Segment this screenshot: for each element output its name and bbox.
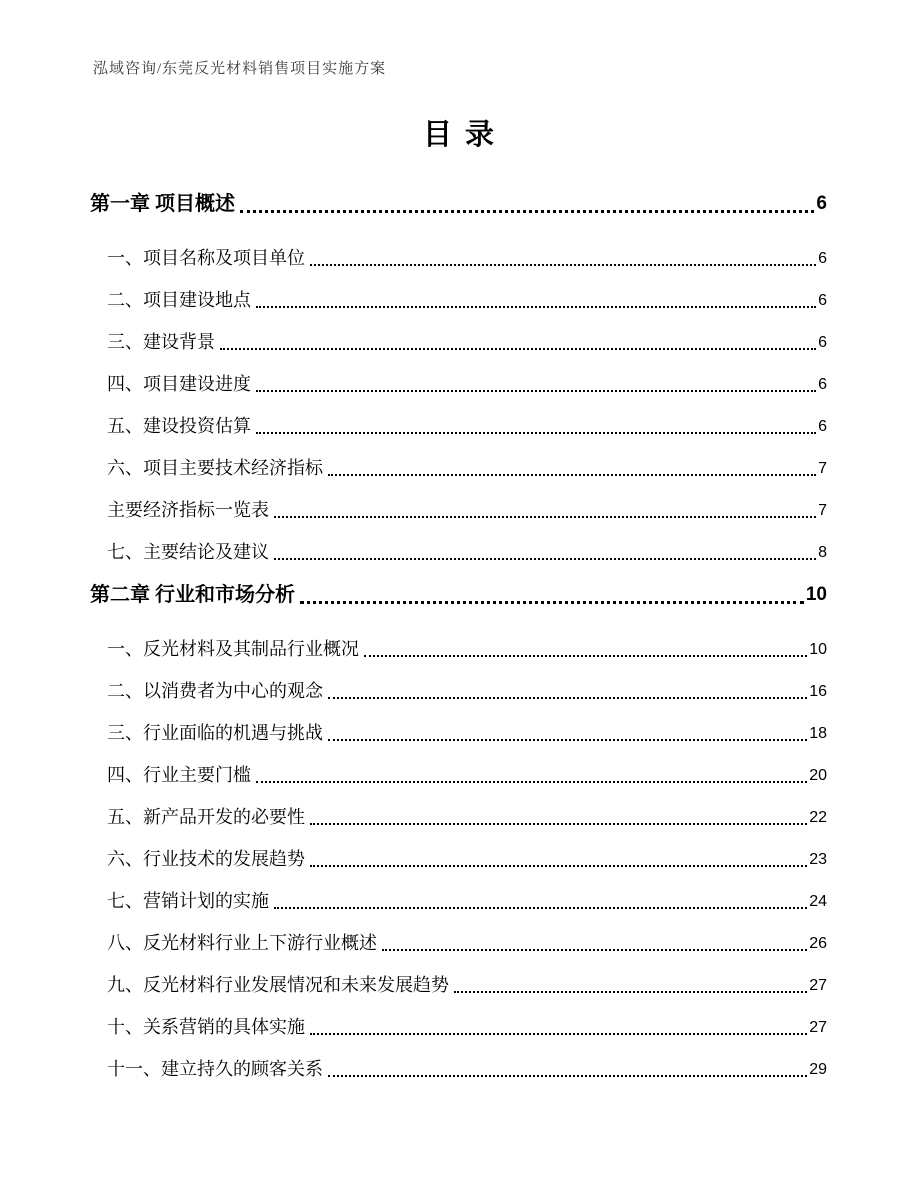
dot-leader: [328, 1075, 807, 1077]
toc-page-number: 27: [809, 1019, 827, 1036]
toc-item-label: 四、行业主要门槛: [107, 765, 251, 785]
toc-chapter-row[interactable]: [90, 190, 827, 218]
toc-item-row[interactable]: [107, 889, 827, 914]
toc-item-row[interactable]: [107, 414, 827, 439]
toc-item-row[interactable]: [107, 931, 827, 956]
toc-item-label: 九、反光材料行业发展情况和未来发展趋势: [107, 975, 449, 995]
toc-item-row[interactable]: [107, 540, 827, 565]
toc-item-label: 四、项目建设进度: [107, 374, 251, 394]
toc-page-number: 18: [809, 725, 827, 742]
toc-page-number: 7: [818, 502, 827, 519]
toc-page-number: 16: [809, 683, 827, 700]
toc-page-number: 10: [805, 584, 827, 605]
toc-item-label: 一、项目名称及项目单位: [107, 248, 305, 268]
toc-item-row[interactable]: [107, 372, 827, 397]
toc-page-number: 6: [818, 418, 827, 435]
toc-page-number: 22: [809, 809, 827, 826]
toc-item-row[interactable]: [107, 637, 827, 662]
toc-item-label: 七、主要结论及建议: [107, 542, 269, 562]
document-header: 泓域咨询/东莞反光材料销售项目实施方案: [93, 61, 387, 77]
toc-item-label: 五、建设投资估算: [107, 416, 251, 436]
toc-item-row[interactable]: [107, 498, 827, 523]
toc-item-label: 六、行业技术的发展趋势: [107, 849, 305, 869]
toc-page-number: 6: [818, 292, 827, 309]
toc-content: [90, 0, 827, 1082]
dot-leader: [300, 601, 804, 604]
dot-leader: [310, 264, 816, 266]
dot-leader: [256, 390, 816, 392]
toc-item-label: 七、营销计划的实施: [107, 891, 269, 911]
dot-leader: [256, 306, 816, 308]
dot-leader: [454, 991, 807, 993]
toc-page-number: 26: [809, 935, 827, 952]
toc-item-row[interactable]: [107, 721, 827, 746]
dot-leader: [328, 697, 807, 699]
toc-item-row[interactable]: [107, 1057, 827, 1082]
toc-page-number: 8: [818, 544, 827, 561]
toc-item-row[interactable]: [107, 847, 827, 872]
dot-leader: [328, 739, 807, 741]
toc-item-label: 八、反光材料行业上下游行业概述: [107, 933, 377, 953]
dot-leader: [274, 558, 816, 560]
toc-item-row[interactable]: [107, 805, 827, 830]
toc-page-number: 6: [818, 334, 827, 351]
dot-leader: [240, 210, 814, 213]
toc-page-number: 23: [809, 851, 827, 868]
toc-item-label: 十一、建立持久的顾客关系: [107, 1059, 323, 1079]
toc-item-label: 一、反光材料及其制品行业概况: [107, 639, 359, 659]
toc-item-label: 三、建设背景: [107, 332, 215, 352]
toc-item-label: 二、项目建设地点: [107, 290, 251, 310]
toc-chapter-label: 第一章 项目概述: [90, 193, 235, 215]
toc-item-row[interactable]: [107, 1015, 827, 1040]
toc-page-number: 10: [809, 641, 827, 658]
toc-item-label: 六、项目主要技术经济指标: [107, 458, 323, 478]
dot-leader: [382, 949, 807, 951]
toc-item-row[interactable]: [107, 456, 827, 481]
toc-page-number: 27: [809, 977, 827, 994]
toc-page-number: 7: [818, 460, 827, 477]
toc-item-label: 五、新产品开发的必要性: [107, 807, 305, 827]
toc-page-number: 29: [809, 1061, 827, 1078]
dot-leader: [364, 655, 807, 657]
toc-item-row[interactable]: [107, 763, 827, 788]
toc-item-row[interactable]: [107, 246, 827, 271]
toc-item-row[interactable]: [107, 330, 827, 355]
toc-chapter-row[interactable]: [90, 581, 827, 609]
toc-page-number: 6: [818, 376, 827, 393]
toc-item-label: 主要经济指标一览表: [107, 500, 269, 520]
toc-item-row[interactable]: [107, 288, 827, 313]
toc-page-number: 20: [809, 767, 827, 784]
page-title: 目录: [422, 119, 507, 151]
toc-chapter-label: 第二章 行业和市场分析: [90, 584, 295, 606]
dot-leader: [310, 823, 807, 825]
dot-leader: [256, 781, 807, 783]
dot-leader: [274, 516, 816, 518]
dot-leader: [256, 432, 816, 434]
toc-item-row[interactable]: [107, 973, 827, 998]
dot-leader: [274, 907, 807, 909]
toc-page-number: 6: [818, 250, 827, 267]
dot-leader: [310, 865, 807, 867]
toc-item-label: 三、行业面临的机遇与挑战: [107, 723, 323, 743]
dot-leader: [220, 348, 816, 350]
toc-item-label: 十、关系营销的具体实施: [107, 1017, 305, 1037]
toc-page-number: 24: [809, 893, 827, 910]
dot-leader: [310, 1033, 807, 1035]
toc-item-row[interactable]: [107, 679, 827, 704]
dot-leader: [328, 474, 816, 476]
toc-page-number: 6: [816, 193, 827, 214]
toc-item-label: 二、以消费者为中心的观念: [107, 681, 323, 701]
